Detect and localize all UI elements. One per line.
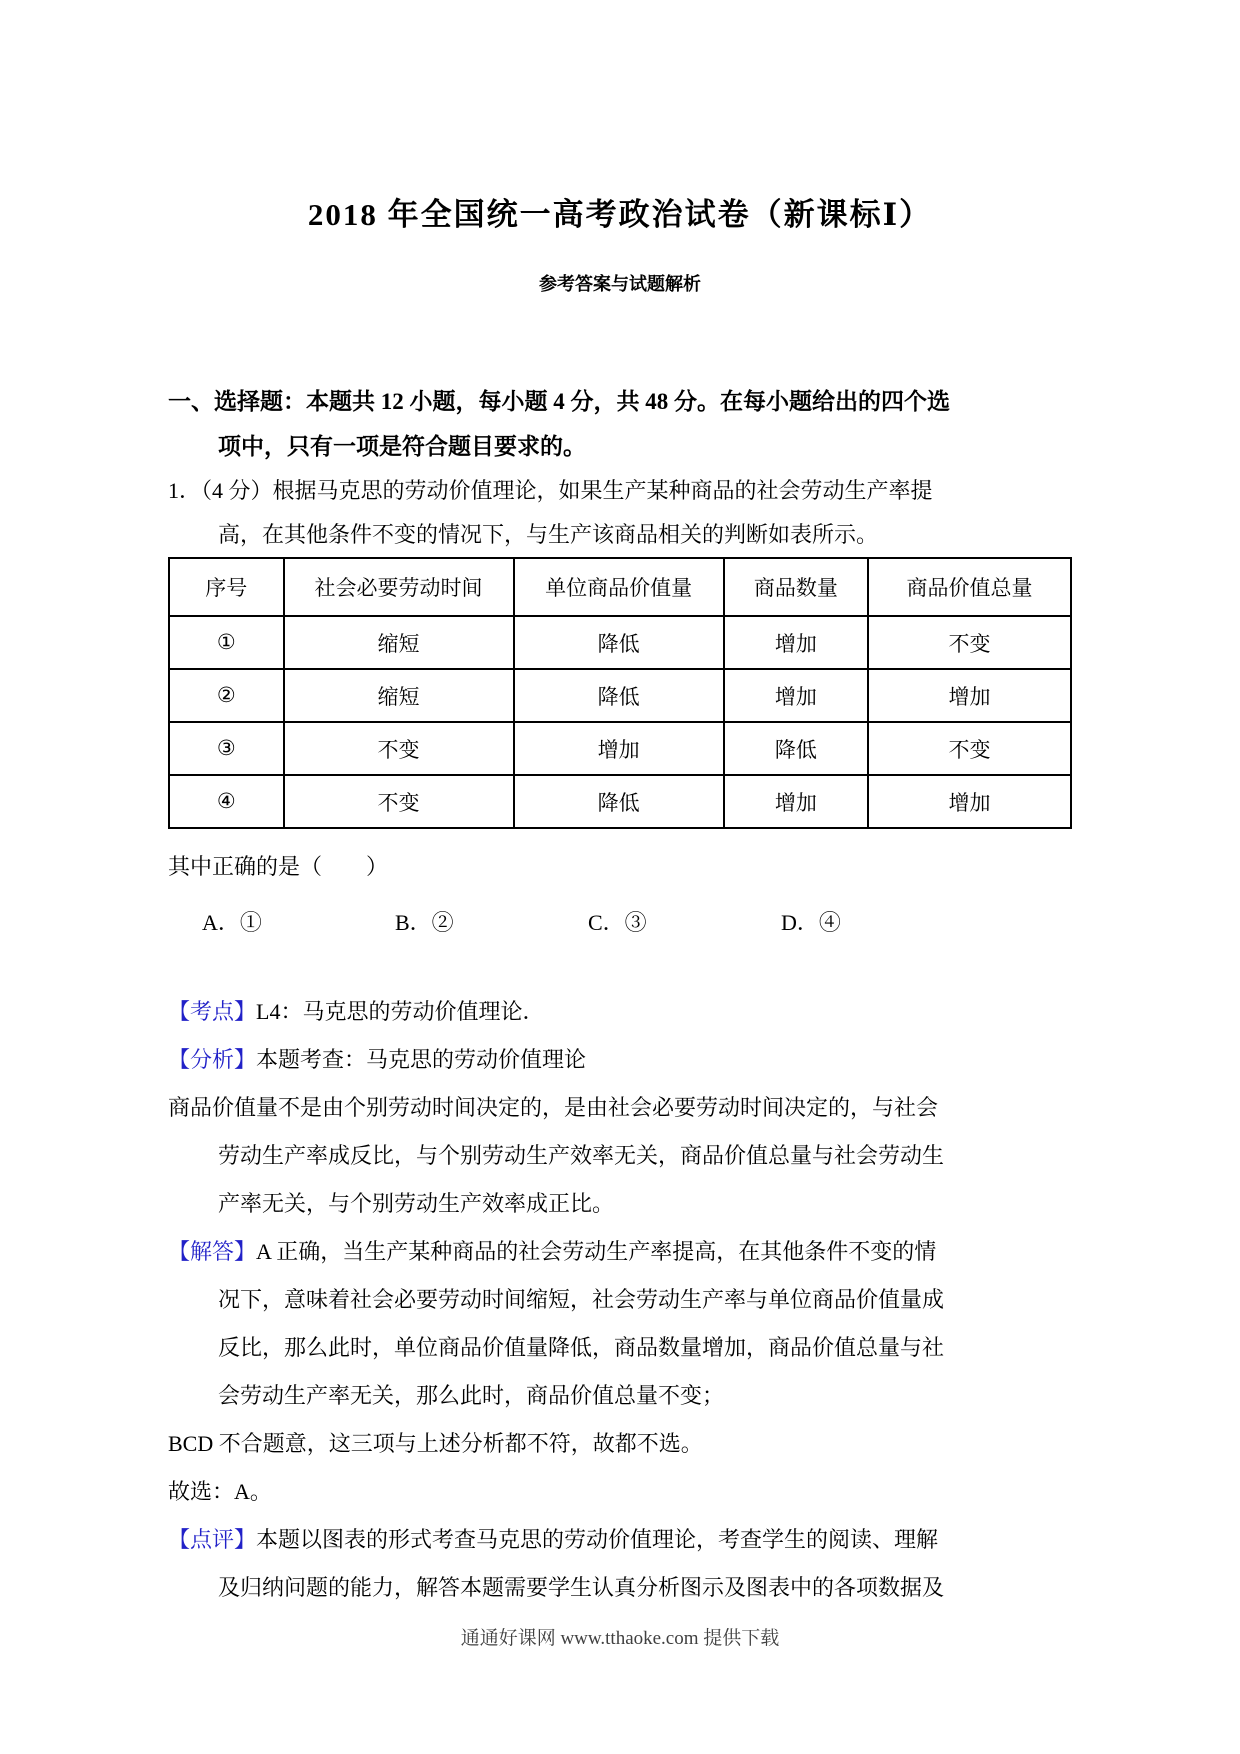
table-row xyxy=(169,775,1071,828)
kaodian-text: L4：马克思的劳动价值理论． xyxy=(256,999,545,1024)
table-cell: 不变 xyxy=(284,775,514,828)
jieda-answer-line: 故选：A。 xyxy=(168,1479,272,1504)
dianping-tag: 【点评】 xyxy=(168,1527,257,1552)
dianping-text: 本题以图表的形式考查马克思的劳动价值理论，考查学生的阅读、理解 xyxy=(256,1527,939,1552)
table-cell: 增加 xyxy=(724,616,868,669)
table-cell: 缩短 xyxy=(284,669,514,722)
table-cell: ② xyxy=(169,669,284,722)
page-title: 2018 年全国统一高考政治试卷（新课标Ⅰ） xyxy=(307,197,933,232)
section-heading-line-2: 项中，只有一项是符合题目要求的。 xyxy=(218,434,586,459)
option-b: B．② xyxy=(395,910,454,935)
dianping-line-1 xyxy=(168,1516,1072,1564)
section-heading xyxy=(168,379,1072,469)
question-stem-line-1: 1．（4 分）根据马克思的劳动价值理论，如果生产某种商品的社会劳动生产率提 xyxy=(168,478,933,503)
fenxi-tag: 【分析】 xyxy=(168,1047,257,1072)
table-cell: 不变 xyxy=(868,616,1071,669)
jieda-text: A 正确，当生产某种商品的社会劳动生产率提高，在其他条件不变的情 xyxy=(256,1239,937,1264)
table-header-cell: 商品价值总量 xyxy=(868,558,1071,616)
fenxi-line xyxy=(168,1036,1072,1084)
footer-watermark: 通通好课网 www.tthaoke.com 提供下载 xyxy=(460,1628,780,1649)
table-header-row xyxy=(169,558,1071,616)
dianping-line-2: 及归纳问题的能力，解答本题需要学生认真分析图示及图表中的各项数据及 xyxy=(218,1575,945,1600)
options-row xyxy=(168,899,1072,947)
table-header-cell: 序号 xyxy=(169,558,284,616)
table-cell: 增加 xyxy=(868,669,1071,722)
option-d: D．④ xyxy=(781,910,841,935)
kaodian-line xyxy=(168,988,1072,1036)
analysis-section xyxy=(168,988,1072,1612)
table-cell: 增加 xyxy=(724,775,868,828)
fenxi-intro: 本题考查：马克思的劳动价值理论 xyxy=(256,1047,587,1072)
table-cell: 降低 xyxy=(724,722,868,775)
table-cell: 降低 xyxy=(514,775,724,828)
table-row xyxy=(169,616,1071,669)
fenxi-body-line-1: 商品价值量不是由个别劳动时间决定的，是由社会必要劳动时间决定的，与社会 xyxy=(168,1095,939,1120)
jieda-line-3: 反比，那么此时，单位商品价值量降低，商品数量增加，商品价值总量与社 xyxy=(218,1335,945,1360)
table-cell: 增加 xyxy=(868,775,1071,828)
answer-prompt: 其中正确的是（ ） xyxy=(168,854,389,879)
table-cell: 不变 xyxy=(284,722,514,775)
table-cell: 降低 xyxy=(514,669,724,722)
table-cell: 降低 xyxy=(514,616,724,669)
question-stem xyxy=(168,469,1072,557)
jieda-line-4: 会劳动生产率无关，那么此时，商品价值总量不变； xyxy=(218,1383,725,1408)
table-row xyxy=(169,722,1071,775)
page-subtitle: 参考答案与试题解析 xyxy=(539,274,701,294)
fenxi-body-line-2: 劳动生产率成反比，与个别劳动生产效率无关，商品价值总量与社会劳动生 xyxy=(218,1143,945,1168)
table-cell: ① xyxy=(169,616,284,669)
jieda-line-1 xyxy=(168,1228,1072,1276)
table-header-cell: 社会必要劳动时间 xyxy=(284,558,514,616)
question-stem-line-2: 高，在其他条件不变的情况下，与生产该商品相关的判断如表所示。 xyxy=(218,522,879,547)
jieda-line-5: BCD 不合题意，这三项与上述分析都不符，故都不选。 xyxy=(168,1431,703,1456)
option-a: A．① xyxy=(202,910,262,935)
table-cell: 增加 xyxy=(514,722,724,775)
table-cell: ③ xyxy=(169,722,284,775)
jieda-tag: 【解答】 xyxy=(168,1239,257,1264)
table-row xyxy=(169,669,1071,722)
fenxi-body-line-3: 产率无关，与个别劳动生产效率成正比。 xyxy=(218,1191,615,1216)
kaodian-tag: 【考点】 xyxy=(168,999,257,1024)
table-header-cell: 单位商品价值量 xyxy=(514,558,724,616)
table-cell: 增加 xyxy=(724,669,868,722)
table-header-cell: 商品数量 xyxy=(724,558,868,616)
table-cell: ④ xyxy=(169,775,284,828)
question-table xyxy=(168,557,1072,829)
table-cell: 不变 xyxy=(868,722,1071,775)
jieda-line-2: 况下，意味着社会必要劳动时间缩短，社会劳动生产率与单位商品价值量成 xyxy=(218,1287,945,1312)
option-c: C．③ xyxy=(588,910,647,935)
section-heading-line-1: 一、选择题：本题共 12 小题，每小题 4 分，共 48 分。在每小题给出的四个选 xyxy=(168,389,950,414)
table-cell: 缩短 xyxy=(284,616,514,669)
